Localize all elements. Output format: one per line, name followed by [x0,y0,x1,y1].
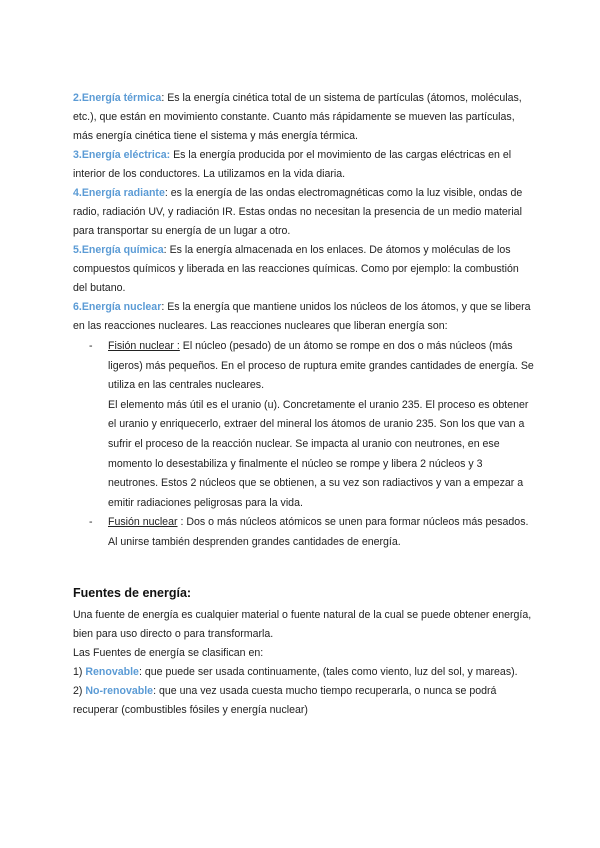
term-label: 5.Energía química [73,244,164,256]
term-label: 6.Energía nuclear [73,301,162,313]
term-fusion-nuclear: Fusión nuclear [108,516,178,529]
list-item-text: : Dos o más núcleos atómicos se unen para formar núcleos más pesados. Al unirse también desprenden grandes cantidades de energía. [108,516,529,548]
term-fision-nuclear: Fisión nuclear : [108,340,180,352]
list-item-text: El núcleo (pesado) de un átomo se rompe en dos o más núcleos (más ligeros) más pequeños. En el proceso de ruptura emite grandes cantidades de energía. Se utiliza en las centrales nucleares. [108,340,534,392]
fuente-item-no-renovable [73,682,533,720]
item-number: 1) [73,666,86,678]
paragraph-energia-electrica [73,146,533,184]
list-item-fusion [89,513,535,552]
list-dash: - [89,340,93,352]
item-number: 2) [73,685,86,697]
list-item-fision [89,337,535,513]
nuclear-reactions-list [89,337,535,553]
paragraph-text: es la energía de las ondas electromagnéticas como la luz visible, ondas de radio, radiación UV, y radiación IR. Estas ondas no necesitan la presencia de un medio material para transportar su energía de un lugar a otro. [73,187,523,237]
term-separator: : [161,92,165,104]
term-label: 2.Energía térmica [73,92,162,104]
section-heading-fuentes: Fuentes de energía: [73,586,192,600]
term-separator: : [163,244,167,256]
paragraph-energia-nuclear [73,298,533,336]
item-text: : que puede ser usada continuamente, (tales como viento, luz del sol, y mareas). [138,666,518,678]
fuentes-section [73,606,533,720]
term-separator: : [164,187,168,199]
fuente-item-renovable [73,663,533,682]
paragraph-text: Es la energía cinética total de un sistema de partículas (átomos, moléculas, etc.), que están en movimiento constante. Cuanto más rápidamente se mueven las partículas, más energía cinética tiene el sistema y más energía térmica. [73,92,522,142]
list-dash: - [89,516,93,529]
term-label: 3.Energía eléctrica: [73,149,171,161]
fuentes-intro: Una fuente de energía es cualquier material o fuente natural de la cual se puede obtener energía, bien para uso directo o para transformarla. [73,609,532,640]
paragraph-energia-quimica [73,241,533,298]
paragraph-text: Es la energía producida por el movimiento de las cargas eléctricas en el interior de los conductores. La utilizamos en la vida diaria. [73,149,512,180]
paragraph-energia-radiante [73,184,533,241]
item-text: : que una vez usada cuesta mucho tiempo recuperarla, o nunca se podrá recuperar (combustibles fósiles y energía nuclear) [73,685,497,716]
term-label: Renovable [85,666,139,678]
paragraph-energia-termica [73,89,533,146]
energy-types-section [73,89,533,336]
term-separator: : [161,301,165,313]
paragraph-text: Es la energía almacenada en los enlaces. De átomos y moléculas de los compuestos químicos y liberada en las reacciones químicas. Como por ejemplo: la combustión del butano. [73,244,519,294]
term-label: No-renovable [85,685,154,697]
paragraph-text: Es la energía que mantiene unidos los núcleos de los átomos, y que se libera en las reacciones nucleares. Las reacciones nucleares que liberan energía son: [73,301,531,332]
term-label: 4.Energía radiante [73,187,165,199]
list-item-extra-text: El elemento más útil es el uranio (u). Concretamente el uranio 235. El proceso es obtener el uranio y enriquecerlo, extraer del mineral los átomos de uranio 235. Son los que van a sufrir el proceso de la reacción nuclear. Se impacta al uranio con neutrones, en ese momento lo desestabiliza y finalmente el núcleo se rompe y libera 2 núcleos y 3 neutrones. Estos 2 núcleos que se obtienen, a su vez son radiactivos y van a empezar a emitir radiaciones peligrosas para la vida. [108,398,529,509]
fuentes-classify: Las Fuentes de energía se clasifican en: [73,647,264,659]
